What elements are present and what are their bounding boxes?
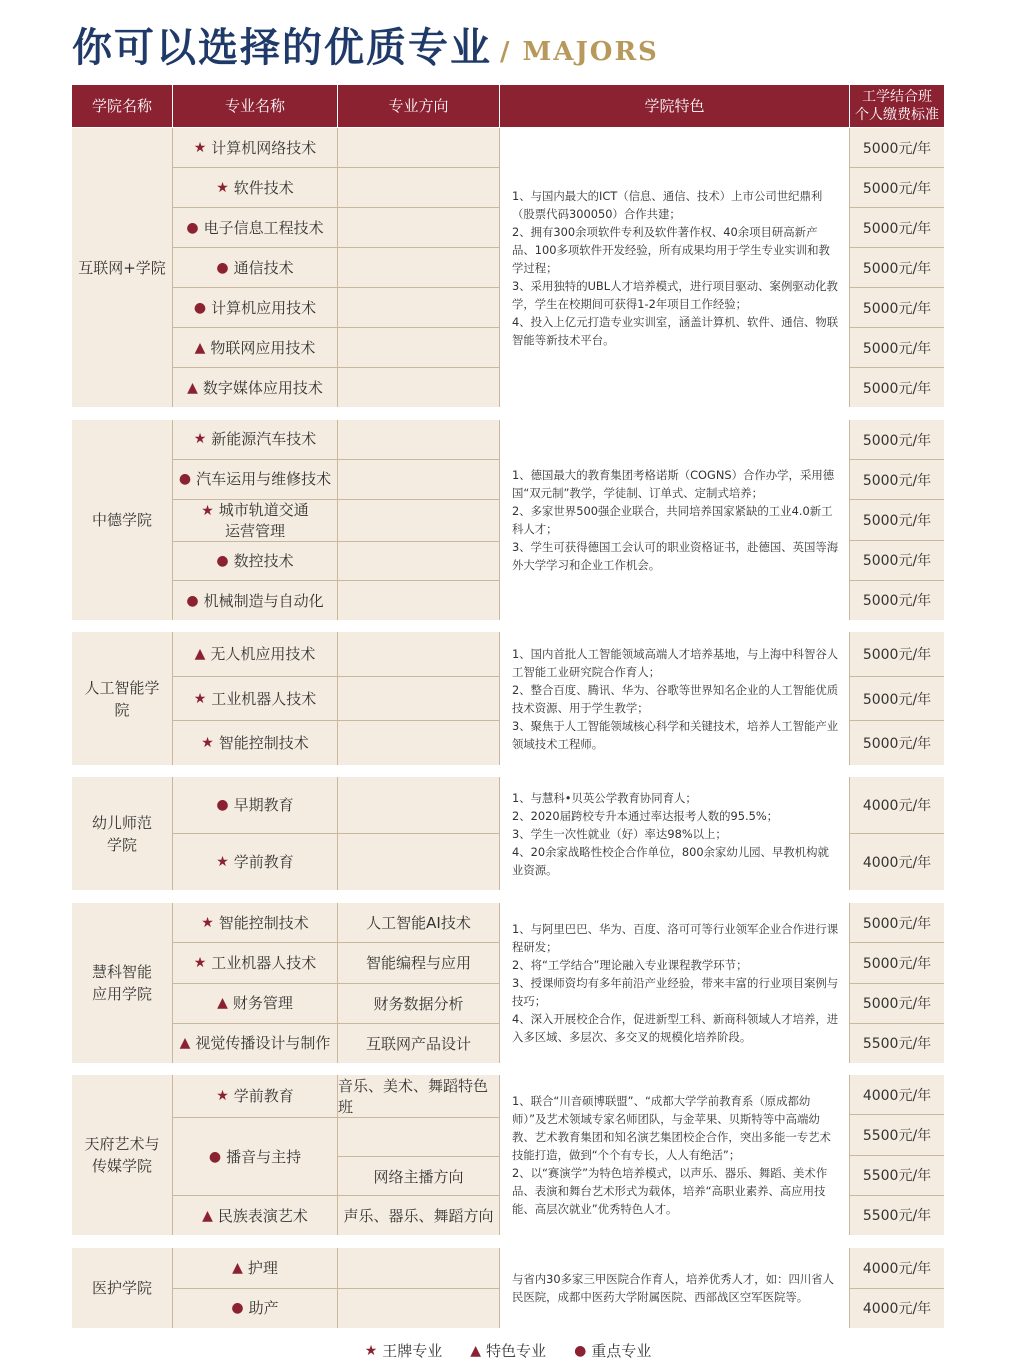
star-icon: ★ [201, 735, 214, 752]
feature-text: 2、拥有300余项软件专利及软件著作权、40余项目研高新产品、100多项软件开发经验，所有成果均用于学生专业实训和教学过程； [512, 224, 830, 275]
college-block-preschool [72, 777, 944, 890]
table-row [173, 1075, 500, 1118]
major-label: 财务管理 [232, 994, 293, 1013]
feature-text: 1、联合“川音硕博联盟”、“成都大学学前教育系（原成都幼师）”及艺术领域专家名师团队，与金苹果、贝斯特等中高端幼教、艺术教育集团和知名演艺集团校企合作，突出多能一专艺术技能打造，做到“个个有专长，人人有绝活”； [512, 1094, 831, 1162]
table-row [173, 500, 500, 542]
major-label: 民族表演艺术 [217, 1206, 308, 1225]
table-row [173, 903, 500, 943]
college-name-line2: 学院 [106, 835, 137, 854]
major-label: 学前教育 [233, 1087, 294, 1105]
table-row [173, 1118, 500, 1196]
feature-text: 3、授课师资均有多年前沿产业经验，带来丰富的行业项目案例与技巧； [512, 976, 839, 1008]
fee-cell: 5000元/年 [850, 632, 944, 677]
feature-text: 3、聚焦于人工智能领域核心科学和关键技术，培养人工智能产业领域技术工程师。 [512, 718, 839, 751]
fee-cell: 4000元/年 [850, 777, 944, 834]
star-icon: ★ [193, 139, 207, 156]
major-name [173, 581, 338, 620]
major-name [173, 903, 338, 942]
major-name [173, 128, 338, 167]
major-name [173, 500, 338, 541]
college-name: 互联网+学院 [72, 128, 173, 407]
header-major: 专业名称 [173, 85, 338, 127]
major-label: 通信技术 [233, 258, 294, 277]
star-icon: ★ [216, 179, 229, 196]
major-label: 数控技术 [233, 551, 294, 570]
college-block-sino-german [72, 420, 944, 620]
direction-cell [338, 632, 500, 676]
feature-text: 2、2020届跨校专升本通过率达报考人数的95.5%； [512, 808, 779, 823]
major-label: 智能控制技术 [218, 913, 309, 932]
star-icon: ★ [364, 1342, 378, 1359]
major-name [173, 777, 338, 833]
major-label: 护理 [247, 1258, 278, 1277]
college-name: 人工智能学院 [72, 632, 173, 765]
fee-column [850, 1248, 944, 1328]
star-icon: ★ [193, 954, 207, 971]
table-row [173, 328, 500, 368]
table-row [173, 288, 500, 328]
legend-item-featured [470, 1340, 546, 1361]
major-label: 无人机应用技术 [210, 644, 316, 663]
fee-cell: 4000元/年 [850, 1289, 944, 1329]
table-row [173, 208, 500, 248]
fee-cell: 5500元/年 [850, 1115, 944, 1155]
page-title: 你可以选择的优质专业 [72, 25, 492, 71]
fee-cell: 5000元/年 [850, 208, 944, 248]
legend-label: 重点专业 [591, 1342, 652, 1360]
major-name [173, 1024, 338, 1063]
triangle-icon: ▲ [194, 339, 206, 356]
fee-cell: 5500元/年 [850, 1024, 944, 1063]
fee-cell: 5000元/年 [850, 984, 944, 1024]
major-rows [173, 632, 500, 765]
page-subtitle: / MAJORS [500, 37, 659, 67]
feature-text: 2、整合百度、腾讯、华为、谷歌等世界知名企业的人工智能优质技术资源、用于学生教学； [512, 682, 839, 715]
fee-column [850, 420, 944, 620]
major-name [173, 1289, 338, 1329]
star-icon: ★ [216, 1088, 229, 1104]
major-name [173, 632, 338, 676]
table-row [173, 542, 500, 582]
major-rows [173, 1248, 500, 1328]
star-icon: ★ [193, 690, 207, 707]
fee-cell: 4000元/年 [850, 1248, 944, 1289]
major-label: 播音与主持 [226, 1147, 302, 1166]
dot-icon: ● [216, 259, 229, 276]
legend-item-flagship [365, 1340, 443, 1361]
direction-cell [338, 168, 500, 207]
fee-cell: 5000元/年 [850, 677, 944, 722]
legend-label: 特色专业 [486, 1342, 547, 1360]
dot-icon: ● [208, 1148, 222, 1165]
table-row [173, 168, 500, 208]
direction-cell [338, 581, 500, 620]
table-row [173, 128, 500, 168]
legend [0, 1340, 1016, 1361]
table-row [173, 1248, 500, 1289]
major-label: 工业机器人技术 [211, 953, 317, 972]
college-block-ai [72, 632, 944, 765]
major-rows [173, 128, 500, 407]
fee-cell: 5000元/年 [850, 943, 944, 983]
fee-cell: 5000元/年 [850, 288, 944, 328]
major-name [173, 368, 338, 407]
fee-cell: 5500元/年 [850, 1156, 944, 1196]
college-block-huike [72, 903, 944, 1063]
major-label: 机械制造与自动化 [203, 591, 324, 610]
direction-cell [338, 542, 500, 581]
triangle-icon: ▲ [232, 1259, 243, 1276]
major-name [173, 248, 338, 287]
table-row [173, 721, 500, 765]
fee-cell: 5000元/年 [850, 500, 944, 540]
direction-cell [338, 677, 500, 721]
star-icon: ★ [193, 431, 207, 448]
fee-cell: 5000元/年 [850, 581, 944, 620]
feature-text: 4、深入开展校企合作，促进新型工科、新商科领域人才培养，进入多区域、多层次、多交叉的规模化培养阶段。 [512, 1012, 839, 1044]
major-name [173, 721, 338, 765]
fee-cell: 5000元/年 [850, 420, 944, 460]
dot-icon: ● [178, 471, 192, 488]
legend-label: 王牌专业 [382, 1342, 443, 1360]
college-block-medical [72, 1248, 944, 1328]
direction-cell [338, 420, 500, 459]
major-name [173, 984, 338, 1023]
major-label: 工业机器人技术 [211, 689, 317, 708]
legend-item-key [574, 1340, 651, 1361]
college-name [72, 903, 173, 1063]
direction-cell: 财务数据分析 [338, 984, 500, 1023]
major-label: 城市轨道交通 [218, 500, 309, 519]
college-name [72, 1075, 173, 1235]
feature-text: 1、德国最大的教育集团考格诺斯（COGNS）合作办学，采用德国“双元制”教学，学徒制、订单式、定制式培养； [512, 468, 835, 500]
direction-cell [338, 1118, 500, 1157]
fee-cell: 5000元/年 [850, 721, 944, 765]
major-label: 早期教育 [233, 796, 294, 814]
direction-cell [338, 248, 500, 287]
direction-split [338, 1118, 500, 1195]
direction-cell [338, 128, 500, 167]
direction-cell [338, 721, 500, 765]
star-icon: ★ [201, 914, 214, 931]
header-direction: 专业方向 [338, 85, 500, 127]
major-name [173, 168, 338, 207]
table-row [173, 943, 500, 983]
college-name [72, 777, 173, 890]
major-name [173, 328, 338, 367]
header-fee-line2: 个人缴费标准 [855, 107, 939, 123]
direction-cell [338, 1248, 500, 1288]
feature-text: 与省内30多家三甲医院合作育人，培养优秀人才，如：四川省人民医院，成都中医药大学附属医院、西部战区空军医院等。 [512, 1272, 835, 1304]
college-block-internet [72, 128, 944, 407]
direction-cell [338, 208, 500, 247]
triangle-icon: ▲ [470, 1342, 482, 1359]
fee-column [850, 903, 944, 1063]
table-row [173, 1196, 500, 1235]
fee-cell: 5000元/年 [850, 128, 944, 168]
major-label: 物联网应用技术 [210, 338, 316, 357]
direction-cell: 互联网产品设计 [338, 1024, 500, 1063]
fee-cell: 5000元/年 [850, 903, 944, 943]
college-features [500, 777, 850, 890]
fee-column [850, 128, 944, 407]
table-row [173, 248, 500, 288]
header-features: 学院特色 [500, 85, 850, 127]
dot-icon: ● [186, 219, 199, 236]
header-college: 学院名称 [72, 85, 173, 127]
direction-cell [338, 834, 500, 890]
direction-cell [338, 500, 500, 541]
major-label: 电子信息工程技术 [203, 218, 324, 237]
direction-cell [338, 328, 500, 367]
major-name [173, 1196, 338, 1235]
major-label: 助产 [248, 1299, 279, 1318]
college-features [500, 1075, 850, 1235]
table-row [173, 984, 500, 1024]
table-row [173, 1024, 500, 1063]
fee-cell: 5000元/年 [850, 541, 944, 581]
major-label: 学前教育 [233, 853, 294, 871]
direction-cell: 声乐、器乐、舞蹈方向 [338, 1196, 500, 1235]
feature-text: 2、多家世界500强企业联合，共同培养国家紧缺的工业4.0新工科人才； [512, 504, 833, 536]
table-row [173, 460, 500, 500]
direction-cell [338, 460, 500, 499]
major-name [173, 420, 338, 459]
fee-column [850, 777, 944, 890]
major-name [173, 542, 338, 581]
major-name [173, 677, 338, 721]
triangle-icon: ▲ [194, 645, 206, 662]
feature-text: 3、采用独特的UBL人才培养模式，进行项目驱动、案例驱动化教学，学生在校期间可获得1-2年项目工作经验； [512, 278, 838, 311]
major-rows [173, 420, 500, 620]
table-row [173, 677, 500, 722]
major-label: 软件技术 [233, 178, 294, 197]
page-title-area [72, 18, 659, 72]
feature-text: 3、学生可获得德国工会认可的职业资格证书，赴德国、英国等海外大学学习和企业工作机会。 [512, 540, 839, 572]
table-row [173, 1289, 500, 1329]
major-label-line2: 运营管理 [224, 521, 285, 540]
fee-cell: 5000元/年 [850, 368, 944, 407]
dot-icon: ● [193, 299, 207, 316]
direction-cell [338, 368, 500, 407]
college-features [500, 632, 850, 765]
feature-text: 1、国内首批人工智能领域高端人才培养基地，与上海中科智谷人工智能工业研究院合作育人； [512, 646, 839, 679]
feature-text: 2、以“赛演学”为特色培养模式，以声乐、器乐、舞蹈、美术作品、表演和舞台艺术形式为载体，培养“高职业素养、高应用技能、高层次就业”优秀特色人才。 [512, 1166, 828, 1216]
dot-icon: ● [216, 797, 229, 813]
feature-text: 4、20余家战略性校企合作单位，800余家幼儿园、早教机构就业资源。 [512, 844, 829, 877]
fee-column [850, 632, 944, 765]
direction-cell [338, 288, 500, 327]
feature-text: 3、学生一次性就业（好）率达98%以上； [512, 826, 727, 841]
fee-cell: 5000元/年 [850, 460, 944, 500]
fee-cell: 5000元/年 [850, 328, 944, 368]
dot-icon: ● [216, 552, 229, 569]
major-name [173, 1118, 338, 1195]
table-row [173, 777, 500, 834]
major-label: 计算机应用技术 [211, 298, 317, 317]
triangle-icon: ▲ [217, 995, 228, 1012]
college-name-line2: 传媒学院 [91, 1157, 152, 1175]
direction-cell: 智能编程与应用 [338, 943, 500, 982]
college-features [500, 128, 850, 407]
major-name [173, 1248, 338, 1288]
major-name [173, 943, 338, 982]
header-fee [850, 85, 944, 127]
fee-cell: 5000元/年 [850, 248, 944, 288]
college-name-line1: 慧科智能 [91, 963, 152, 981]
table-row [173, 834, 500, 890]
triangle-icon: ▲ [179, 1035, 191, 1052]
direction-cell: 网络主播方向 [338, 1157, 500, 1195]
fee-cell: 4000元/年 [850, 834, 944, 890]
college-features [500, 1248, 850, 1328]
feature-text: 1、与国内最大的ICT（信息、通信、技术）上市公司世纪鼎利（股票代码300050）合作共建； [512, 188, 823, 221]
college-name-line2: 应用学院 [91, 985, 152, 1003]
table-header [72, 85, 944, 127]
college-name: 医护学院 [72, 1248, 173, 1328]
feature-text: 1、与阿里巴巴、华为、百度、洛可可等行业领军企业合作进行课程研发； [512, 922, 839, 954]
major-name [173, 1075, 338, 1117]
star-icon: ★ [216, 854, 229, 870]
feature-text: 2、将“工学结合”理论融入专业课程教学环节； [512, 958, 748, 972]
major-name [173, 208, 338, 247]
table-row [173, 632, 500, 677]
triangle-icon: ▲ [187, 379, 198, 396]
feature-text: 4、投入上亿元打造专业实训室，涵盖计算机、软件、通信、物联智能等新技术平台。 [512, 314, 839, 347]
direction-cell [338, 1289, 500, 1329]
table-row [173, 368, 500, 407]
major-label: 视觉传播设计与制作 [195, 1034, 331, 1053]
feature-text: 1、与慧科•贝英公学教育协同育人； [512, 790, 697, 805]
dot-icon: ● [231, 1300, 244, 1317]
college-features [500, 903, 850, 1063]
star-icon: ★ [201, 502, 214, 519]
fee-cell: 5000元/年 [850, 168, 944, 208]
fee-cell: 4000元/年 [850, 1075, 944, 1115]
fee-column [850, 1075, 944, 1235]
major-rows [173, 903, 500, 1063]
college-name: 中德学院 [72, 420, 173, 620]
college-features [500, 420, 850, 620]
dot-icon: ● [186, 592, 199, 609]
major-name [173, 834, 338, 890]
fee-cell: 5500元/年 [850, 1196, 944, 1235]
major-rows [173, 777, 500, 890]
table-row [173, 581, 500, 620]
major-label: 汽车运用与维修技术 [196, 470, 332, 489]
major-label: 计算机网络技术 [211, 138, 317, 157]
major-label: 新能源汽车技术 [211, 430, 317, 449]
header-fee-line1: 工学结合班 [862, 89, 932, 105]
major-label: 智能控制技术 [218, 734, 309, 753]
major-name [173, 288, 338, 327]
college-name-line1: 天府艺术与 [84, 1135, 160, 1153]
direction-cell: 音乐、美术、舞蹈特色班 [338, 1075, 500, 1117]
major-label: 数字媒体应用技术 [202, 378, 323, 397]
direction-cell [338, 777, 500, 833]
college-name-line1: 幼儿师范 [91, 813, 152, 832]
dot-icon: ● [574, 1342, 587, 1359]
table-row [173, 420, 500, 460]
major-rows [173, 1075, 500, 1235]
major-name [173, 460, 338, 499]
triangle-icon: ▲ [202, 1207, 213, 1224]
college-block-tianfu-arts [72, 1075, 944, 1235]
direction-cell: 人工智能AI技术 [338, 903, 500, 942]
